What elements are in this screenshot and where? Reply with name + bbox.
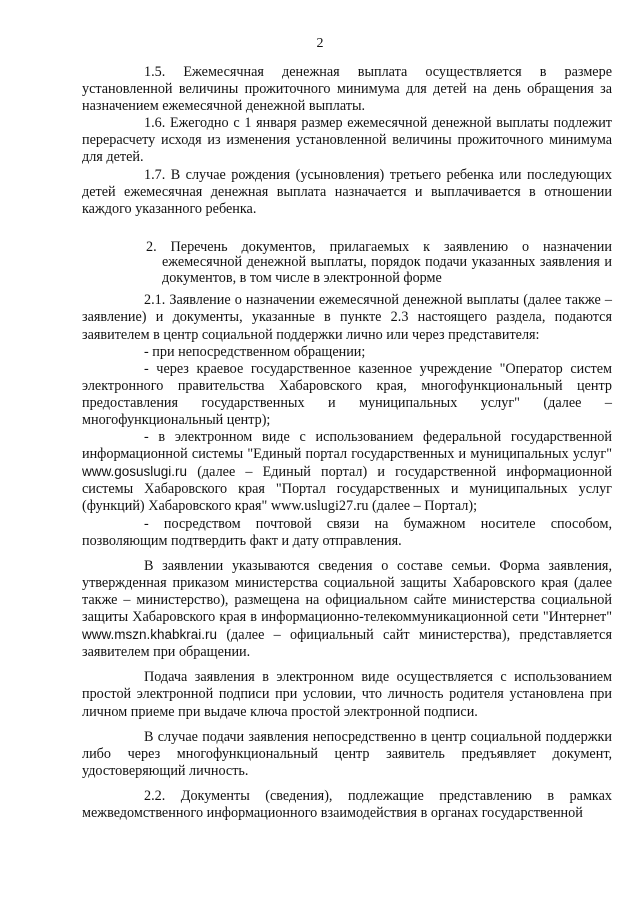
family-text-b: (далее – официальный сайт министерства), представляется заявителем при обращении.: [82, 627, 612, 661]
page-number: 2: [316, 36, 324, 51]
paragraph-family-composition: [82, 558, 612, 662]
gosuslugi-link: www.gosuslugi.ru: [82, 464, 188, 480]
paragraph-1-7: 1.7. В случае рождения (усыновления) третьего ребенка или последующих детей ежемесячная денежная выплата назначается и выплачивается в отношении каждого указанного ребенка.: [82, 166, 612, 217]
document-body: [82, 64, 612, 822]
paragraph-2-1: 2.1. Заявление о назначении ежемесячной денежной выплаты (далее также – заявление) и документы, указанные в пункте 2.3 настоящего раздела, подаются заявителем в центр социальной поддержки лично или через представителя:: [82, 292, 612, 343]
list-item-post: - посредством почтовой связи на бумажном носителе способом, позволяющим подтвердить факт и дату отправления.: [82, 515, 612, 549]
list-item-direct-visit: - при непосредственном обращении;: [144, 343, 366, 360]
section-2-heading: 2. Перечень документов, прилагаемых к заявлению о назначении ежемесячной денежной выплаты, порядок подачи указанных заявления и документов, в том числе в электронной форме: [146, 238, 612, 286]
list-item-electronic-text-a: - в электронном виде с использованием федеральной государственной информационной системы "Единый портал государственных и муниципальных услуг": [82, 429, 612, 463]
list-item-mfc: - через краевое государственное казенное учреждение "Оператор систем электронного правительства Хабаровского края, многофункциональный центр предоставления государственных и муниципальных услуг" (далее – многофункциональный центр);: [82, 360, 612, 428]
list-item-electronic: [82, 429, 612, 515]
paragraph-identity-document: В случае подачи заявления непосредственно в центр социальной поддержки либо через многофункциональный центр заявитель предъявляет документ, удостоверяющий личность.: [82, 728, 612, 779]
list-item-electronic-text-b: (далее – Единый портал) и государственной информационной системы Хабаровского края "Портал государственных и муниципальных услуг (функций) Хабаровского края" www.uslugi27.ru (далее – Портал);: [82, 464, 613, 515]
family-text-a: В заявлении указываются сведения о составе семьи. Форма заявления, утвержденная приказом министерства социальной защиты Хабаровского края (далее также – министерство), размещена на официальном сайте министерства социальной защиты Хабаровского края в информационно-телекоммуникационной сети "Интернет": [82, 557, 612, 626]
ministry-site-link: www.mszn.khabkrai.ru: [82, 627, 218, 643]
paragraph-electronic-signature: Подача заявления в электронном виде осуществляется с использованием простой электронной подписи при условии, что личность родителя установлена при личном приеме при выдаче ключа простой электронной подписи.: [82, 669, 612, 720]
paragraph-1-6: 1.6. Ежегодно с 1 января размер ежемесячной денежной выплаты подлежит перерасчету исходя из изменения установленной величины прожиточного минимума для детей.: [82, 115, 612, 166]
paragraph-1-5: 1.5. Ежемесячная денежная выплата осуществляется в размере установленной величины прожиточного минимума для детей на день обращения за назначением ежемесячной денежной выплаты.: [82, 64, 612, 115]
paragraph-2-2: 2.2. Документы (сведения), подлежащие представлению в рамках межведомственного информационного взаимодействия в органах государственной: [82, 787, 612, 821]
